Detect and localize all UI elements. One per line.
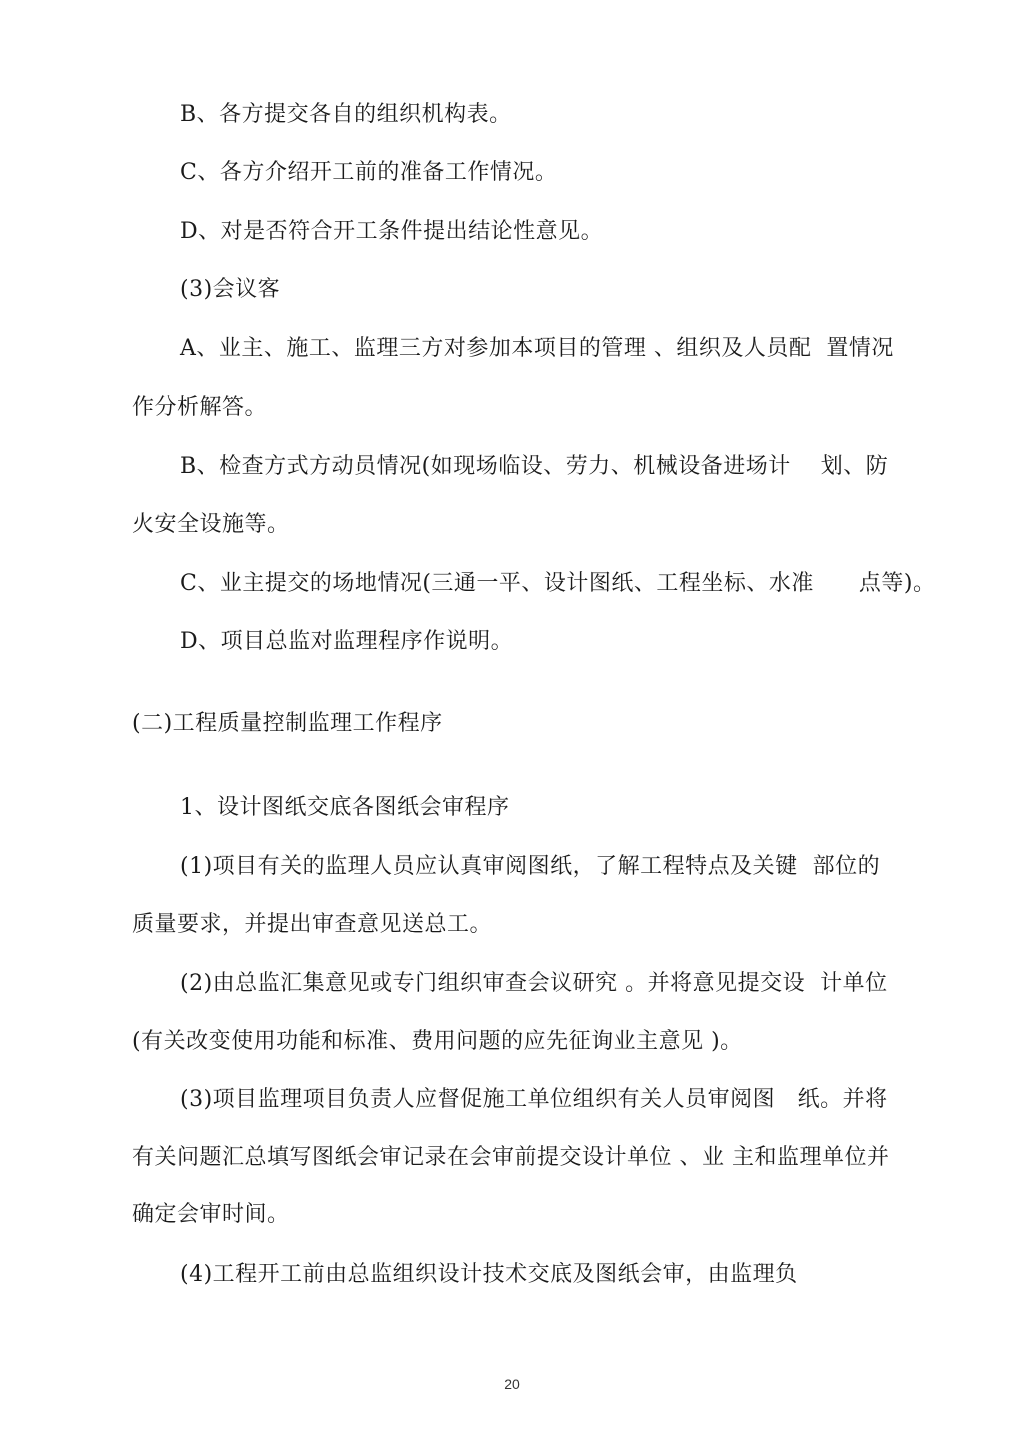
text-line: D、项目总监对监理程序作说明。	[180, 629, 514, 654]
text-line: (2)由总监汇集意见或专门组织审查会议研究 。并将意见提交设 计单位	[180, 971, 888, 996]
text-line: D、对是否符合开工条件提出结论性意见。	[180, 219, 604, 244]
subsection-heading: 1、设计图纸交底各图纸会审程序	[180, 795, 510, 820]
text-line: B、检查方式方动员情况(如现场临设、劳力、机械设备进场计 划、防	[180, 454, 889, 479]
text-line: (3)项目监理项目负责人应督促施工单位组织有关人员审阅图 纸。并将	[180, 1087, 888, 1112]
text-line: 确定会审时间。	[132, 1202, 290, 1227]
text-line: (有关改变使用功能和标准、费用问题的应先征询业主意见 )。	[132, 1029, 743, 1054]
text-line: (4)工程开工前由总监组织设计技术交底及图纸会审，由监理负	[180, 1262, 798, 1287]
text-line: C、各方介绍开工前的准备工作情况。	[180, 160, 558, 185]
text-line: A、业主、施工、监理三方对参加本项目的管理 、组织及人员配 置情况	[180, 336, 894, 361]
text-line: 有关问题汇总填写图纸会审记录在会审前提交设计单位 、业 主和监理单位并	[132, 1145, 890, 1170]
text-line: B、各方提交各自的组织机构表。	[180, 102, 512, 127]
text-line: (3)会议客	[180, 277, 281, 302]
section-heading: (二)工程质量控制监理工作程序	[132, 711, 443, 736]
page-number: 20	[504, 1376, 520, 1392]
text-line: 质量要求，并提出审查意见送总工。	[132, 912, 493, 937]
text-line: (1)项目有关的监理人员应认真审阅图纸，了解工程特点及关键 部位的	[180, 854, 881, 879]
text-line: C、业主提交的场地情况(三通一平、设计图纸、工程坐标、水准 点等)。	[180, 571, 936, 596]
text-line: 火安全设施等。	[132, 512, 290, 537]
text-line: 作分析解答。	[132, 395, 268, 420]
